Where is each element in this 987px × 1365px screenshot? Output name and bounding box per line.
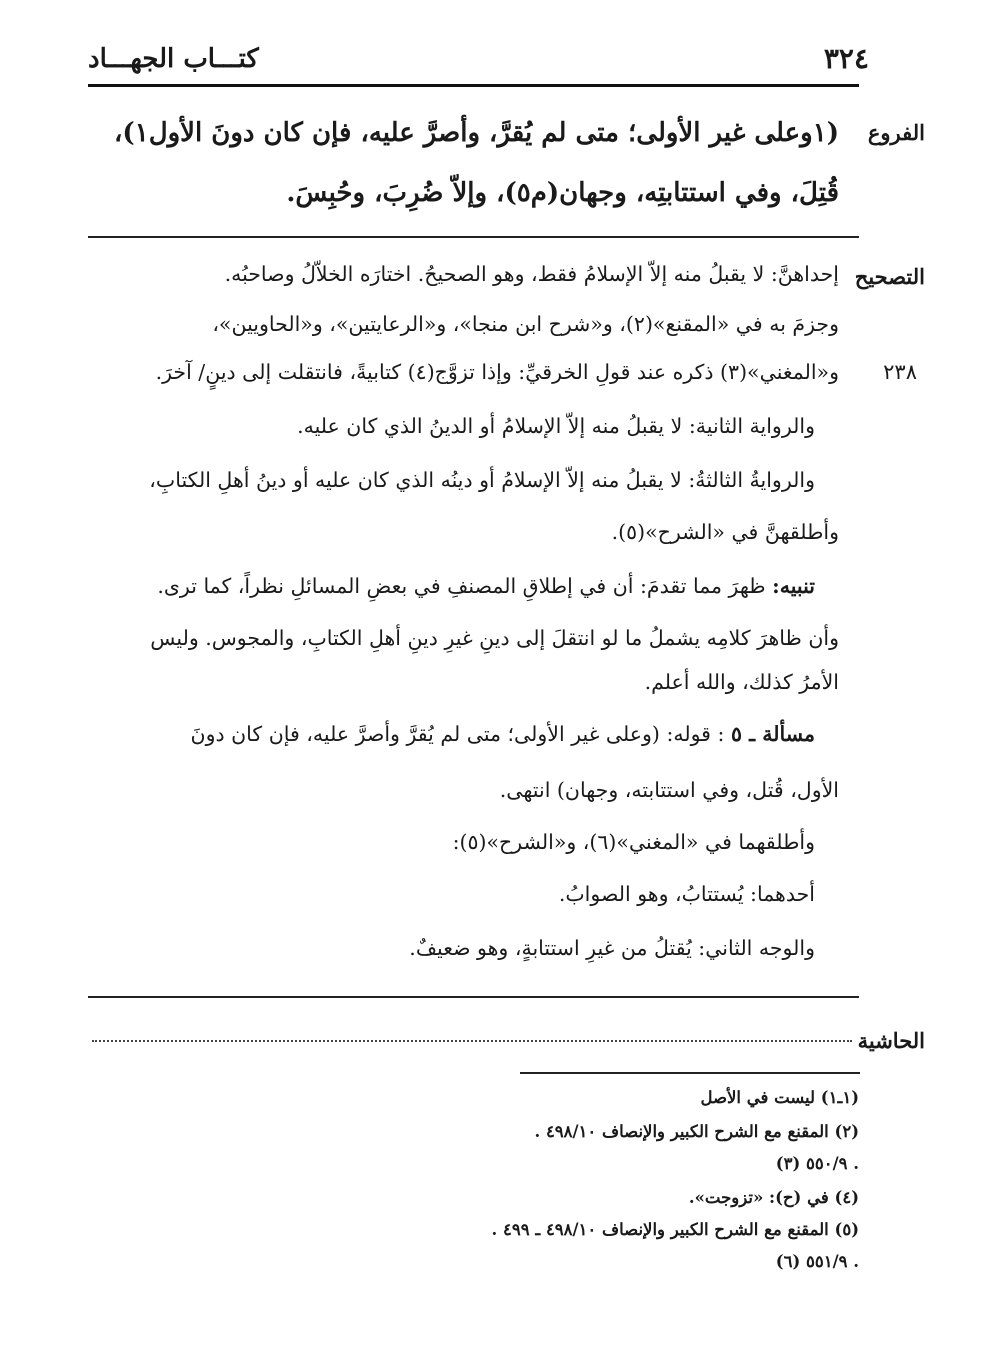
tanbih-text: ظهرَ مما تقدمَ: أن في إطلاقِ المصنفِ في بعضِ المسائلِ نظراً، كما ترى.: [157, 574, 766, 598]
furu-line-1: (١وعلى غير الأولى؛ متى لم يُقرَّ، وأصرَّ عليه، فإن كان دونَ الأول١)،: [114, 118, 839, 148]
section-divider-2: [88, 996, 859, 998]
masala-line-2: الأول، قُتل، وفي استتابته، وجهان) انتهى.: [499, 778, 839, 802]
masala-line-4: أحدهما: يُستتابُ، وهو الصوابُ.: [558, 882, 815, 906]
tanbih-label: تنبيه:: [772, 574, 815, 598]
footnote-4: (٤) في (ح): «تزوجت».: [688, 1188, 859, 1207]
footnote-1: (١ـ١) ليست في الأصل: [700, 1088, 859, 1107]
masala-line-5: والوجه الثاني: يُقتلُ من غيرِ استتابةٍ، وهو ضعيفٌ.: [409, 936, 815, 960]
section-label-tashih: التصحيح: [854, 264, 925, 289]
footnote-rule: [520, 1072, 860, 1074]
tashih-line-3: و«المغني»(٣) ذكره عند قولِ الخرقيِّ: وإذا تزوَّج(٤) كتابيةً، فانتقلت إلى دينٍ/ آخرَ.: [155, 360, 839, 384]
tanbih-line-3: الأمرُ كذلك، والله أعلم.: [644, 670, 839, 694]
hashiya-dotted-line: [92, 1040, 852, 1042]
masala-text: : قوله: (وعلى غير الأولى؛ متى لم يُقرَّ وأصرَّ عليه، فإن كان دونَ: [190, 722, 725, 746]
tanbih-line-1: [157, 574, 815, 598]
furu-line-2: قُتِلَ، وفي استتابتِه، وجهان(م٥)، وإلاّ ضُرِبَ، وحُبِسَ.: [286, 178, 839, 208]
tashih-line-1: إحداهنَّ: لا يقبلُ منه إلاّ الإسلامُ فقط، وهو الصحيحُ. اختارَه الخلاّلُ وصاحبُه.: [224, 262, 839, 286]
header-rule: [88, 84, 859, 87]
section-label-hashiya: الحاشية: [857, 1028, 925, 1053]
tanbih-line-2: وأن ظاهرَ كلامِه يشملُ ما لو انتقلَ إلى دينِ غيرِ دينِ أهلِ الكتابِ، والمجوس. وليس: [150, 626, 839, 650]
tashih-line-6: وأطلقهنَّ في «الشرح»(٥).: [611, 520, 839, 544]
footnote-3: (٣) ٥٥٠/٩ .: [775, 1154, 859, 1173]
margin-number: ٢٣٨: [883, 360, 917, 384]
masala-line-3: وأطلقهما في «المغني»(٦)، و«الشرح»(٥):: [452, 830, 815, 854]
footnote-2: (٢) المقنع مع الشرح الكبير والإنصاف ٤٩٨/١٠ .: [534, 1122, 859, 1141]
tashih-line-4: والرواية الثانية: لا يقبلُ منه إلاّ الإسلامُ أو الدينُ الذي كان عليه.: [297, 414, 815, 438]
masala-line-1: [191, 722, 815, 746]
tashih-line-2: وجزمَ به في «المقنع»(٢)، و«شرح ابن منجا»، و«الرعايتين»، و«الحاويين»،: [212, 312, 839, 336]
book-title: كتـــاب الجهـــاد: [88, 44, 259, 74]
section-divider: [88, 236, 859, 238]
footnote-6: (٦) ٥٥١/٩ .: [775, 1252, 859, 1271]
footnote-5: (٥) المقنع مع الشرح الكبير والإنصاف ٤٩٨/١٠ ـ ٤٩٩ .: [491, 1220, 859, 1239]
tashih-line-5: والروايةُ الثالثةُ: لا يقبلُ منه إلاّ الإسلامُ أو دينُه الذي كان عليه أو دينُ أهلِ الكتابِ،: [149, 468, 815, 492]
masala-label: مسألة ـ ٥: [730, 722, 815, 746]
page-number: ٣٢٤: [823, 42, 869, 75]
section-label-furu: الفروع: [867, 120, 925, 145]
